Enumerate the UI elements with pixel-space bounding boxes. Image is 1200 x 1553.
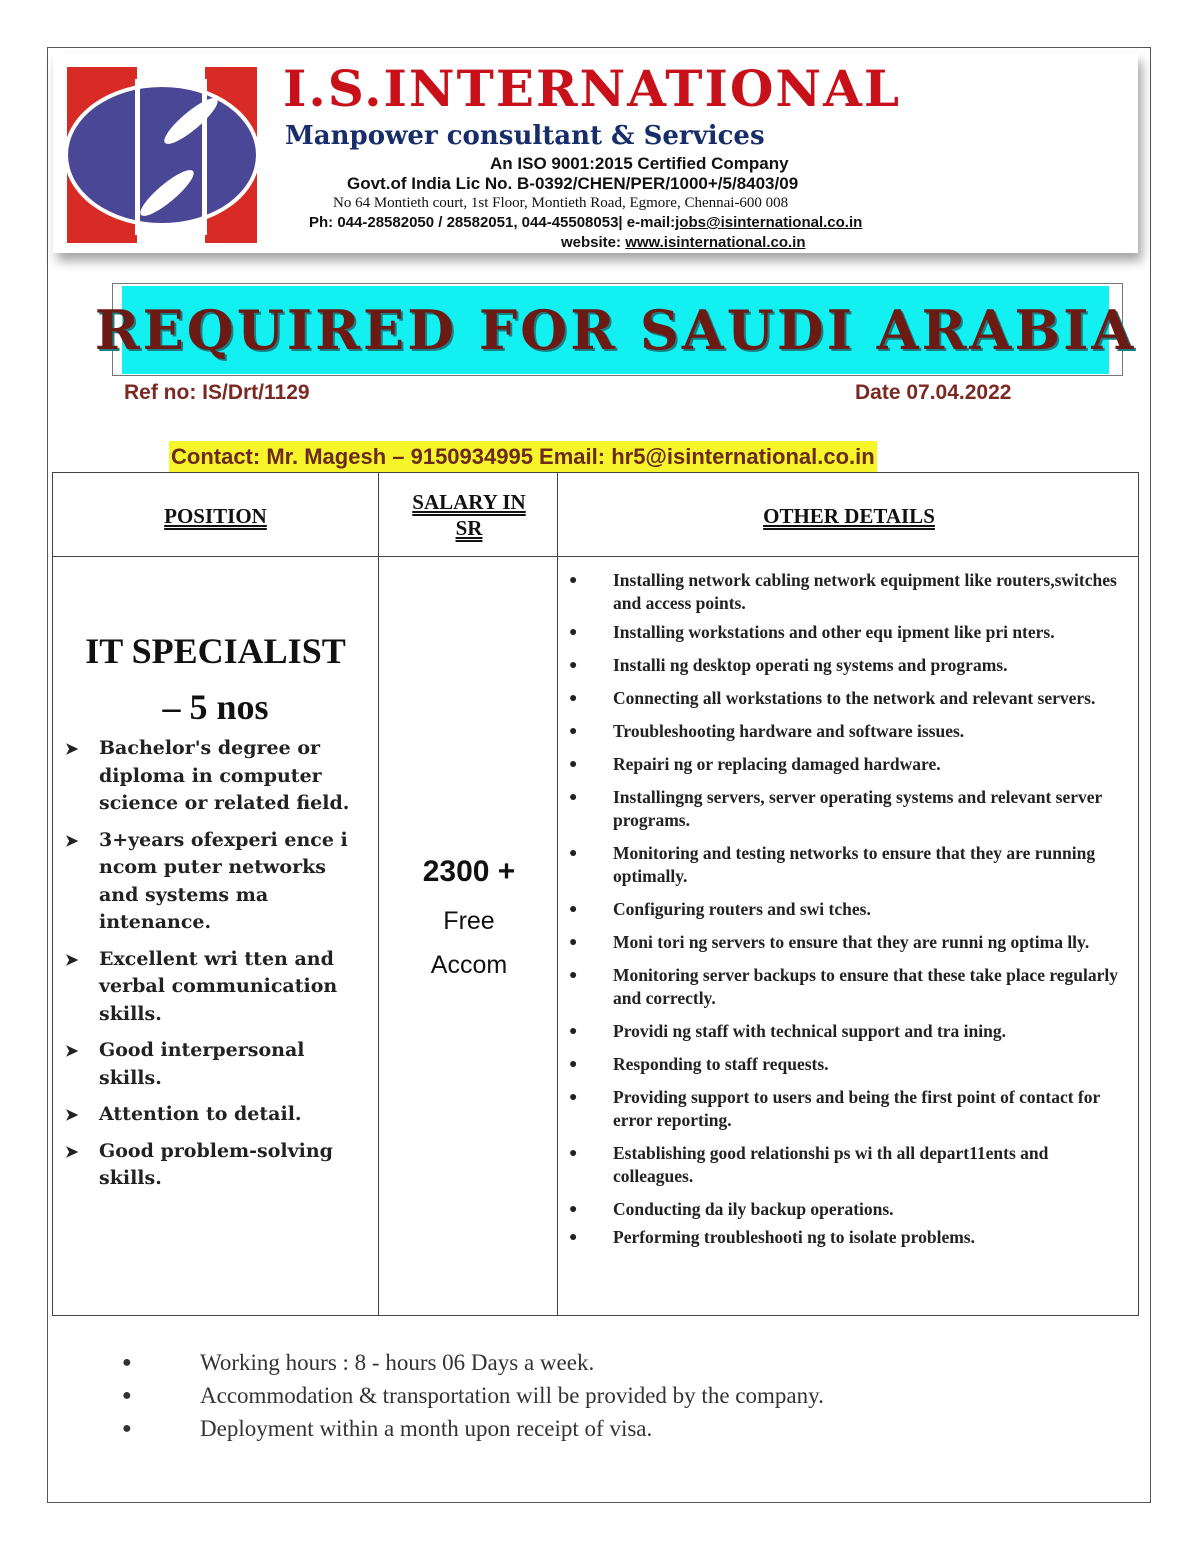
duty-text: Installing network cabling network equipment like routers,switches and access points. — [613, 570, 1117, 613]
arrow-bullet-icon: ➤ — [65, 1141, 79, 1161]
bullet-icon: ● — [569, 935, 578, 950]
header-salary-line1: SALARY IN — [412, 490, 526, 514]
arrow-bullet-icon: ➤ — [65, 949, 79, 969]
header-divider — [53, 556, 1138, 557]
email-link[interactable]: jobs@isinternational.co.in — [675, 214, 863, 231]
duty-item — [569, 621, 1129, 644]
duty-item — [569, 898, 1129, 921]
note-text: Working hours : 8 - hours 06 Days a week. — [200, 1350, 595, 1375]
footer-notes — [122, 1346, 824, 1445]
requirement-item — [65, 1138, 365, 1193]
column-divider — [378, 473, 379, 1315]
bullet-icon: ● — [122, 1354, 132, 1371]
duties-list — [569, 569, 1129, 1249]
duty-item — [569, 1020, 1129, 1043]
header-other-details: OTHER DETAILS — [763, 504, 935, 528]
header-position: POSITION — [164, 504, 267, 528]
duty-text: Responding to staff requests. — [613, 1054, 829, 1074]
position-name: IT SPECIALIST — [85, 631, 346, 671]
duty-text: Installingng servers, server operating systems and relevant server programs. — [613, 787, 1102, 830]
bullet-icon: ● — [569, 757, 578, 772]
company-name: I.S.INTERNATIONAL — [283, 59, 902, 118]
bullet-icon: ● — [569, 1146, 578, 1161]
requirement-item — [65, 1101, 365, 1129]
note-text: Deployment within a month upon receipt of visa. — [200, 1416, 653, 1441]
bullet-icon: ● — [122, 1420, 132, 1437]
duty-text: Configuring routers and swi tches. — [613, 899, 871, 919]
bullet-icon: ● — [569, 1230, 578, 1245]
letterhead — [53, 53, 1138, 253]
phone-email-line — [309, 214, 862, 231]
requirement-text: Bachelor's degree or diploma in computer science or related field. — [99, 737, 350, 814]
bullet-icon: ● — [569, 968, 578, 983]
bullet-icon: ● — [569, 658, 578, 673]
position-title — [53, 623, 378, 735]
duty-text: Moni tori ng servers to ensure that they are runni ng optima lly. — [613, 932, 1090, 952]
bullet-icon: ● — [569, 1090, 578, 1105]
duty-item — [569, 720, 1129, 743]
contact-line: Contact: Mr. Magesh – 9150934995 Email: hr5@isinternational.co.in — [169, 441, 877, 473]
bullet-icon: ● — [569, 1202, 578, 1217]
bullet-icon: ● — [569, 724, 578, 739]
requirement-text: Excellent wri tten and verbal communication skills. — [99, 947, 338, 1025]
arrow-bullet-icon: ➤ — [65, 1105, 79, 1124]
iso-certification: An ISO 9001:2015 Certified Company — [490, 154, 789, 173]
arrow-bullet-icon: ➤ — [65, 1041, 79, 1060]
position-count: – 5 nos — [162, 687, 269, 727]
bullet-icon: ● — [569, 573, 578, 588]
column-divider — [557, 473, 558, 1315]
note-text: Accommodation & transportation will be provided by the company. — [200, 1383, 824, 1408]
license-number: Govt.of India Lic No. B-0392/CHEN/PER/1000+/5/8403/09 — [347, 174, 799, 193]
duty-text: Providi ng staff with technical support and tra ining. — [613, 1021, 1006, 1041]
duty-text: Installi ng desktop operati ng systems and programs. — [613, 655, 1008, 675]
bullet-icon: ● — [569, 1024, 578, 1039]
duty-text: Performing troubleshooti ng to isolate problems. — [613, 1227, 975, 1247]
bullet-icon: ● — [569, 846, 578, 861]
arrow-bullet-icon: ➤ — [65, 830, 79, 850]
duty-text: Monitoring and testing networks to ensure that they are running optimally. — [613, 843, 1096, 886]
requirement-item — [65, 946, 365, 1029]
salary-benefit-line2: Accom — [430, 951, 508, 979]
duty-text: Troubleshooting hardware and software issues. — [613, 721, 965, 741]
requirement-text: Good problem-solving skills. — [99, 1139, 333, 1189]
duty-item — [569, 1226, 1129, 1249]
phone-numbers: Ph: 044-28582050 / 28582051, 044-45508053| e-mail: — [309, 214, 676, 231]
bullet-icon: ● — [569, 625, 578, 640]
duty-text: Establishing good relationshi ps wi th all depart11ents and colleagues. — [613, 1143, 1049, 1186]
duty-item — [569, 842, 1129, 888]
company-tagline: Manpower consultant & Services — [285, 121, 765, 151]
note-item — [122, 1346, 824, 1379]
website-link[interactable]: www.isinternational.co.in — [625, 234, 806, 251]
duty-item — [569, 1198, 1129, 1221]
duty-item — [569, 654, 1129, 677]
duty-item — [569, 786, 1129, 832]
salary-amount: 2300 + — [422, 855, 516, 888]
bullet-icon: ● — [569, 691, 578, 706]
duty-text: Installing workstations and other equ ipment like pri nters. — [613, 622, 1055, 642]
note-item — [122, 1379, 824, 1412]
salary-benefit-line1: Free — [443, 907, 495, 935]
bullet-icon: ● — [569, 1057, 578, 1072]
requirement-item — [65, 1037, 365, 1092]
document-date: Date 07.04.2022 — [855, 381, 1012, 404]
requirement-text: Good interpersonal skills. — [99, 1039, 305, 1089]
duty-item — [569, 1086, 1129, 1132]
job-table — [52, 472, 1139, 1316]
duty-text: Connecting all workstations to the network and relevant servers. — [613, 688, 1096, 708]
duty-item — [569, 569, 1129, 615]
duty-text: Conducting da ily backup operations. — [613, 1199, 894, 1219]
requirements-list — [65, 735, 365, 1202]
reference-number: Ref no: IS/Drt/1129 — [124, 381, 310, 404]
duty-item — [569, 931, 1129, 954]
note-item — [122, 1412, 824, 1445]
bullet-icon: ● — [122, 1387, 132, 1404]
bullet-icon: ● — [569, 790, 578, 805]
duty-item — [569, 964, 1129, 1010]
requirement-item — [65, 735, 365, 818]
duty-text: Providing support to users and being the first point of contact for error reporting. — [613, 1087, 1100, 1130]
is-logo-icon — [59, 59, 264, 249]
duty-item — [569, 1142, 1129, 1188]
requirement-text: Attention to detail. — [99, 1103, 302, 1125]
website-line — [561, 234, 806, 251]
duty-text: Repairi ng or replacing damaged hardware. — [613, 754, 941, 774]
header-salary-line2: SR — [455, 516, 483, 540]
duty-item — [569, 1053, 1129, 1076]
company-address: No 64 Montieth court, 1st Floor, Montieth Road, Egmore, Chennai-600 008 — [333, 195, 789, 211]
header-salary — [380, 489, 558, 541]
duty-item — [569, 753, 1129, 776]
website-label: website: — [561, 234, 626, 251]
requirement-text: 3+years ofexperi ence i ncom puter networks and systems ma intenance. — [99, 828, 348, 933]
arrow-bullet-icon: ➤ — [65, 739, 79, 758]
duty-item — [569, 687, 1129, 710]
duty-text: Monitoring server backups to ensure that these take place regularly and correctly. — [613, 965, 1119, 1008]
bullet-icon: ● — [569, 902, 578, 917]
banner — [94, 286, 1137, 374]
banner-title: REQUIRED FOR SAUDI ARABIA — [94, 298, 1137, 362]
requirement-item — [65, 827, 365, 937]
